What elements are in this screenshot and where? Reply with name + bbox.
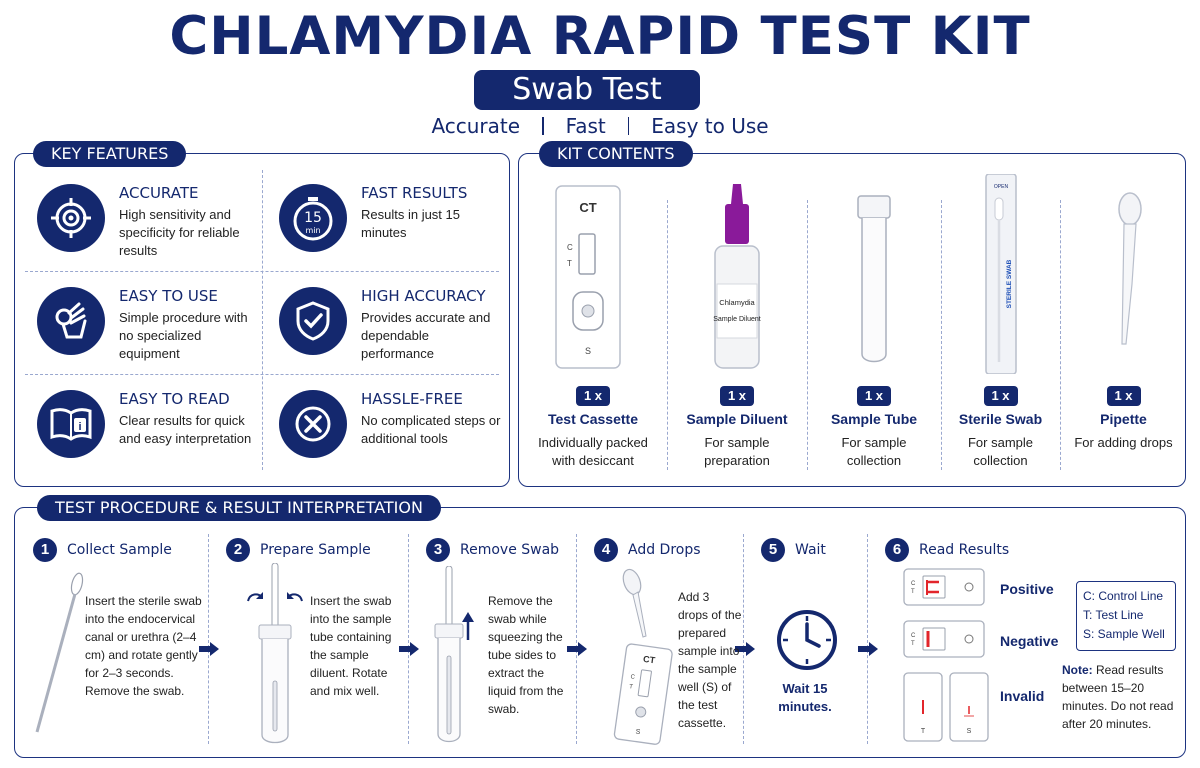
cassette-with-pipette-icon (602, 566, 682, 748)
kit-item-desc: For adding drops (1074, 435, 1173, 450)
step-collect-sample (15, 508, 208, 759)
svg-text:T: T (567, 259, 572, 268)
x-circle-icon (279, 390, 347, 458)
svg-text:CT: CT (579, 200, 597, 215)
step-header (885, 538, 1009, 562)
ok-hand-icon (37, 287, 105, 355)
result-invalid-label: Invalid (1000, 688, 1045, 704)
result-positive-cassette (903, 568, 985, 606)
svg-text:S: S (966, 728, 972, 735)
step-title: Wait (795, 542, 826, 558)
step-title: Add Drops (628, 542, 701, 558)
tag-accurate: Accurate (431, 114, 521, 138)
svg-text:Chlamydia: Chlamydia (719, 298, 755, 307)
svg-text:C: C (630, 674, 636, 681)
tag-easy: Easy to Use (651, 114, 769, 138)
svg-text:STERILE SWAB: STERILE SWAB (1006, 259, 1013, 309)
kit-item-pipette (1060, 154, 1187, 488)
kit-item-desc: For sample collection (967, 435, 1034, 468)
feature-desc: Provides accurate and dependable performance (361, 310, 491, 361)
result-positive-label: Positive (1000, 581, 1054, 597)
kit-contents-heading: KIT CONTENTS (539, 141, 693, 167)
feature-desc: Clear results for quick and easy interpretation (119, 413, 252, 446)
feature-fast-results (263, 184, 503, 284)
step-title: Prepare Sample (260, 542, 371, 558)
kit-item-name: Sample Tube (830, 411, 918, 427)
quantity-badge: 1 x (857, 386, 891, 406)
tag-separator (542, 117, 544, 135)
step-number: 2 (226, 538, 250, 562)
swab-removal-icon (428, 566, 488, 748)
step-header (33, 538, 172, 562)
timer-unit: min (305, 226, 321, 235)
feature-title: HASSLE-FREE (361, 390, 463, 408)
feature-easy-to-read (15, 390, 255, 490)
sterile-swab-icon (941, 174, 1060, 374)
kit-item-desc: For sample preparation (704, 435, 770, 468)
legend-control-line: C: Control Line (1083, 589, 1164, 603)
step-number: 4 (594, 538, 618, 562)
sample-tube-icon (807, 174, 941, 374)
step-number: 3 (426, 538, 450, 562)
legend-test-line: T: Test Line (1083, 608, 1144, 622)
step-header (226, 538, 371, 562)
step-header (761, 538, 826, 562)
book-info-icon (37, 390, 105, 458)
procedure-heading: TEST PROCEDURE & RESULT INTERPRETATION (37, 495, 441, 521)
step-number: 5 (761, 538, 785, 562)
page-title: CHLAMYDIA RAPID TEST KIT (169, 6, 1031, 67)
svg-text:Sample Diluent: Sample Diluent (713, 316, 761, 323)
feature-desc: Results in just 15 minutes (361, 207, 460, 240)
svg-text:T: T (920, 728, 926, 735)
note-text: Read results between 15–20 minutes. Do not read after 20 minutes. (1062, 663, 1174, 731)
step-header (426, 538, 559, 562)
feature-easy-to-use (15, 287, 255, 387)
svg-text:S: S (584, 346, 592, 356)
step-remove-swab (408, 508, 576, 759)
feature-title: EASY TO READ (119, 390, 230, 408)
step-text: Add 3 drops of the prepared sample into the sample well (S) of the test cassette. (678, 590, 742, 730)
feature-title: ACCURATE (119, 184, 199, 202)
test-cassette-icon (519, 174, 667, 374)
step-title: Remove Swab (460, 542, 560, 558)
svg-text:S: S (635, 728, 641, 737)
kit-item-name: Sterile Swab (958, 411, 1043, 427)
kit-item-sterile-swab (941, 154, 1060, 488)
kit-item-desc: For sample collection (841, 435, 907, 468)
wait-text: Wait 15 minutes. (778, 681, 832, 714)
svg-text:C: C (911, 581, 916, 587)
quantity-badge: 1 x (720, 386, 754, 406)
step-prepare-sample (208, 508, 408, 759)
reading-note (1062, 661, 1182, 733)
feature-desc: No complicated steps or additional tools (361, 413, 501, 446)
step-number: 1 (33, 538, 57, 562)
quantity-badge: 1 x (576, 386, 610, 406)
target-icon (37, 184, 105, 252)
svg-text:C: C (911, 633, 916, 639)
feature-title: EASY TO USE (119, 287, 218, 305)
step-text: Remove the swab while squeezing the tube sides to extract the liquid from the swab. (488, 594, 564, 716)
key-features-panel (14, 144, 510, 487)
step-number: 6 (885, 538, 909, 562)
feature-high-accuracy (263, 287, 503, 387)
feature-title: FAST RESULTS (361, 184, 468, 202)
step-title: Read Results (919, 542, 1010, 558)
swab-icon (29, 570, 89, 740)
quantity-badge: 1 x (984, 386, 1018, 406)
step-add-drops (576, 508, 743, 759)
tag-fast: Fast (565, 114, 606, 138)
note-label: Note: (1062, 663, 1093, 677)
svg-text:i: i (78, 421, 82, 433)
result-negative-cassette (903, 620, 985, 658)
kit-item-sample-tube (807, 154, 941, 488)
svg-text:T: T (911, 589, 915, 595)
step-text: Insert the sterile swab into the endocervical canal or urethra (2–4 cm) and rotate gently for 2–3 seconds. Remove the swab. (85, 594, 202, 698)
step-text: Insert the swab into the sample tube containing the sample diluent. Rotate and mix well. (310, 594, 392, 698)
legend-sample-well: S: Sample Well (1083, 627, 1165, 641)
feature-accurate (15, 184, 255, 284)
feature-desc: Simple procedure with no specialized equipment (119, 310, 248, 361)
kit-item-desc: Individually packed with desiccant (538, 435, 648, 468)
kit-item-name: Pipette (1100, 411, 1147, 427)
svg-text:T: T (911, 641, 915, 647)
tagline (0, 114, 1200, 138)
svg-text:CT: CT (642, 653, 656, 666)
svg-text:OPEN: OPEN (993, 184, 1009, 190)
result-legend (1076, 581, 1176, 651)
subtitle-badge: Swab Test (474, 70, 700, 110)
clock-icon (775, 608, 839, 672)
kit-item-sample-diluent (667, 154, 807, 488)
diluent-bottle-icon (667, 174, 807, 374)
kit-item-name: Test Cassette (547, 411, 638, 427)
feature-hassle-free (263, 390, 503, 490)
svg-text:C: C (567, 243, 573, 252)
step-header (594, 538, 701, 562)
timer-icon (279, 184, 347, 252)
svg-text:T: T (628, 684, 634, 691)
result-invalid-cassette-t (903, 672, 943, 742)
kit-item-test-cassette (519, 154, 667, 488)
swab-in-tube-icon (236, 563, 316, 748)
result-invalid-cassette-s (949, 672, 989, 742)
tag-separator (628, 117, 630, 135)
pipette-icon (1060, 174, 1187, 374)
step-title: Collect Sample (67, 542, 172, 558)
step-wait (743, 508, 867, 759)
feature-title: HIGH ACCURACY (361, 287, 486, 305)
kit-contents-panel (518, 144, 1186, 487)
result-negative-label: Negative (1000, 633, 1059, 649)
shield-check-icon (279, 287, 347, 355)
key-features-heading: KEY FEATURES (33, 141, 186, 167)
timer-number: 15 (304, 210, 322, 226)
procedure-panel (14, 498, 1186, 758)
feature-desc: High sensitivity and specificity for reliable results (119, 207, 240, 258)
quantity-badge: 1 x (1107, 386, 1141, 406)
kit-item-name: Sample Diluent (686, 411, 788, 427)
